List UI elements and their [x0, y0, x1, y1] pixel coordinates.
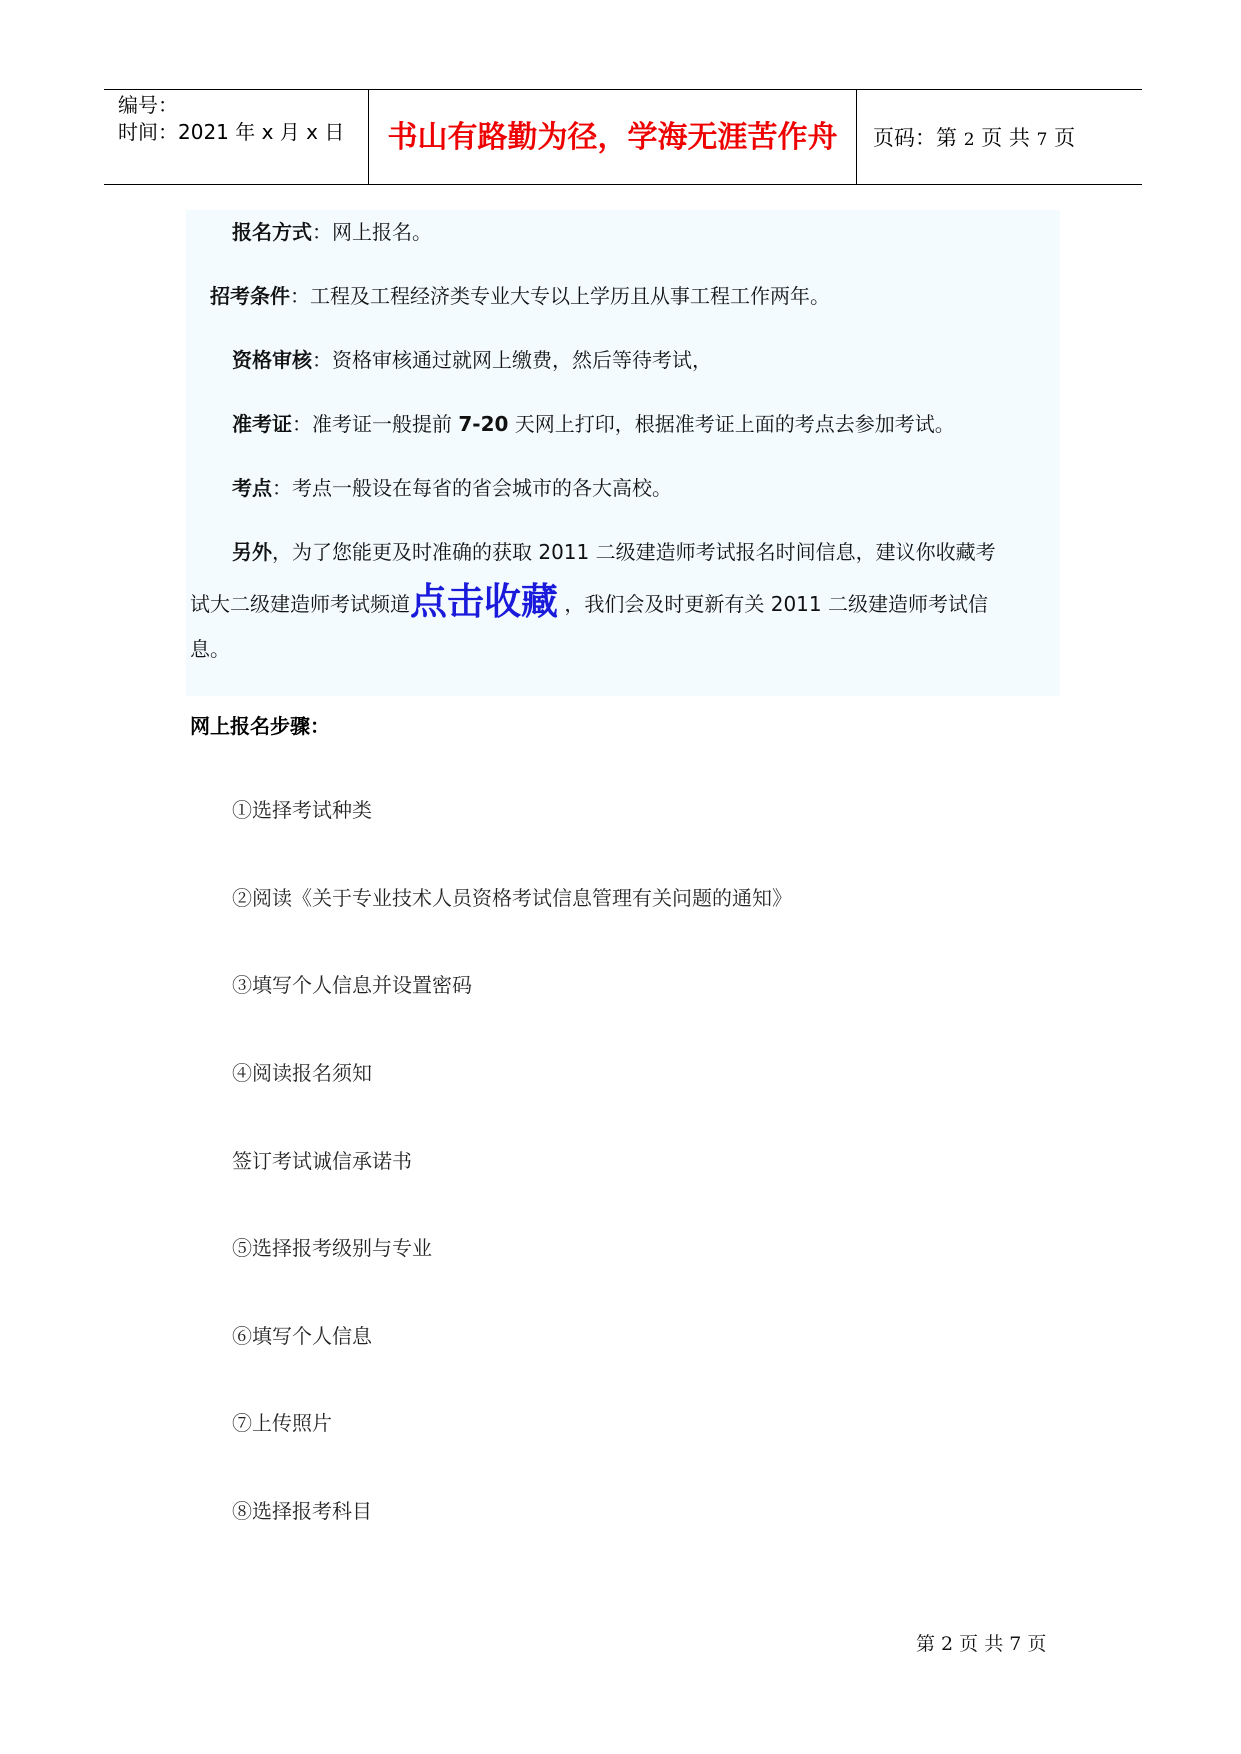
step-item: ①选择考试种类: [232, 798, 372, 822]
header-page-code: 页码：第 2 页 共 7 页: [873, 126, 1076, 150]
step-item: ⑧选择报考科目: [232, 1499, 372, 1523]
venue-label: 考点: [232, 476, 272, 500]
page-footer: 第 2 页 共 7 页: [916, 1633, 1047, 1655]
also-paragraph-line1: 另外，为了您能更及时准确的获取 2011 二级建造师考试报名时间信息，建议你收藏考: [232, 540, 996, 564]
also-paragraph-line3: 息。: [190, 637, 230, 661]
venue-paragraph: 考点：考点一般设在每省的省会城市的各大高校。: [232, 476, 672, 500]
step-item: ③填写个人信息并设置密码: [232, 973, 472, 997]
header-left-cell: [104, 90, 369, 184]
requirements-paragraph: 招考条件：工程及工程经济类专业大专以上学历且从事工程工作两年。: [210, 284, 830, 308]
signup-method-label: 报名方式: [232, 220, 312, 244]
step-item: ④阅读报名须知: [232, 1061, 372, 1085]
step-item: ⑤选择报考级别与专业: [232, 1236, 432, 1260]
step-item: ⑥填写个人信息: [232, 1324, 372, 1348]
steps-title: 网上报名步骤：: [190, 714, 330, 738]
also-paragraph-line2: 试大二级建造师考试频道点击收藏 ，我们会及时更新有关 2011 二级建造师考试信: [190, 580, 988, 623]
step-item: ②阅读《关于专业技术人员资格考试信息管理有关问题的通知》: [232, 886, 792, 910]
requirements-label: 招考条件: [210, 284, 290, 308]
header-middle-cell: [369, 90, 857, 184]
review-paragraph: 资格审核：资格审核通过就网上缴费，然后等待考试，: [232, 348, 712, 372]
bookmark-link[interactable]: 点击收藏: [410, 580, 558, 623]
admission-paragraph: 准考证：准考证一般提前 7-20 天网上打印，根据准考证上面的考点去参加考试。: [232, 412, 955, 436]
step-item: 签订考试诚信承诺书: [232, 1149, 412, 1173]
date-label: 时间：2021 年 x 月 x 日: [118, 120, 345, 144]
document-header: [104, 89, 1142, 185]
serial-number-label: 编号：: [118, 93, 178, 117]
admission-label: 准考证: [232, 412, 292, 436]
motto-text: 书山有路勤为径，学海无涯苦作舟: [387, 120, 838, 155]
header-right-cell: [857, 90, 1142, 184]
step-item: ⑦上传照片: [232, 1411, 332, 1435]
also-label: 另外: [232, 540, 272, 564]
signup-method-paragraph: 报名方式：网上报名。: [232, 220, 432, 244]
review-label: 资格审核: [232, 348, 312, 372]
